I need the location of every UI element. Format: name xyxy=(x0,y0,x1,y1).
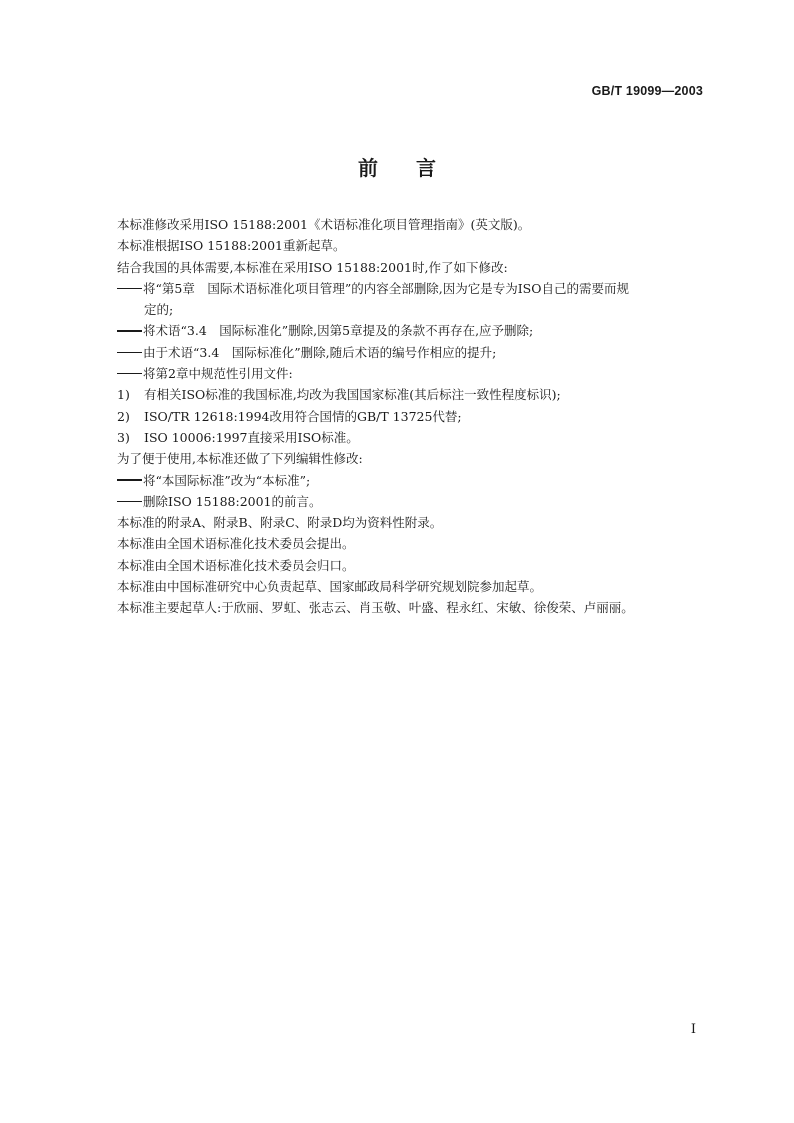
em-dash-mark xyxy=(117,479,142,480)
list-item-continuation: 定的; xyxy=(144,302,174,318)
list-item-text: 将第2章中规范性引用文件: xyxy=(143,366,293,382)
dash-list-item xyxy=(117,278,707,299)
dash-list-item xyxy=(117,491,707,512)
paragraph: 本标准由全国术语标准化技术委员会归口。 xyxy=(117,557,355,573)
paragraph: 本标准主要起草人:于欣丽、罗虹、张志云、肖玉敬、叶盛、程永红、宋敏、徐俊荣、卢丽丽。 xyxy=(117,600,634,616)
list-item-text: 将术语“3.4 国际标准化”删除,因第5章提及的条款不再存在,应予删除; xyxy=(143,323,534,339)
list-item-text: ISO/TR 12618:1994改用符合国情的GB/T 13725代替; xyxy=(144,408,462,424)
paragraph: 本标准由中国标准研究中心负责起草、国家邮政局科学研究规划院参加起草。 xyxy=(117,579,543,595)
dash-list-item xyxy=(117,363,707,384)
list-number: 1) xyxy=(117,387,130,403)
paragraph: 本标准修改采用ISO 15188:2001《术语标准化项目管理指南》(英文版)。 xyxy=(117,217,531,232)
numbered-list-item xyxy=(117,427,707,448)
paragraph: 本标准由全国术语标准化技术委员会提出。 xyxy=(117,536,355,552)
em-dash-mark xyxy=(117,373,142,374)
list-number: 3) xyxy=(117,429,130,445)
list-item-text: 由于术语“3.4 国际标准化”删除,随后术语的编号作相应的提升; xyxy=(143,344,497,360)
paragraph: 本标准根据ISO 15188:2001重新起草。 xyxy=(117,238,346,254)
paragraph: 结合我国的具体需要,本标准在采用ISO 15188:2001时,作了如下修改: xyxy=(117,259,508,275)
paragraph: 为了便于使用,本标准还做了下列编辑性修改: xyxy=(117,451,363,467)
list-item-text: 将“第5章 国际术语标准化项目管理”的内容全部删除,因为它是专为ISO自己的需要而规 xyxy=(143,280,629,296)
standard-number: GB/T 19099—2003 xyxy=(591,84,703,98)
em-dash-mark xyxy=(117,288,142,289)
numbered-list-item xyxy=(117,406,707,427)
page-title: 前言 xyxy=(358,156,474,180)
dash-list-item xyxy=(117,342,707,363)
paragraph: 本标准的附录A、附录B、附录C、附录D均为资料性附录。 xyxy=(117,515,443,531)
dash-list-item xyxy=(117,320,707,341)
dash-list-item xyxy=(117,470,707,491)
numbered-list-item xyxy=(117,384,707,405)
em-dash-mark xyxy=(117,330,142,331)
list-item-text: ISO 10006:1997直接采用ISO标准。 xyxy=(144,429,359,445)
list-item-text: 将“本国际标准”改为“本标准”; xyxy=(143,472,311,488)
list-number: 2) xyxy=(117,408,130,424)
foreword-body xyxy=(117,214,707,619)
em-dash-mark xyxy=(117,352,142,353)
page-number: I xyxy=(690,1022,696,1037)
list-item-text: 有相关ISO标准的我国标准,均改为我国国家标准(其后标注一致性程度标识); xyxy=(144,387,561,403)
list-item-text: 删除ISO 15188:2001的前言。 xyxy=(143,493,322,509)
em-dash-mark xyxy=(117,501,142,502)
